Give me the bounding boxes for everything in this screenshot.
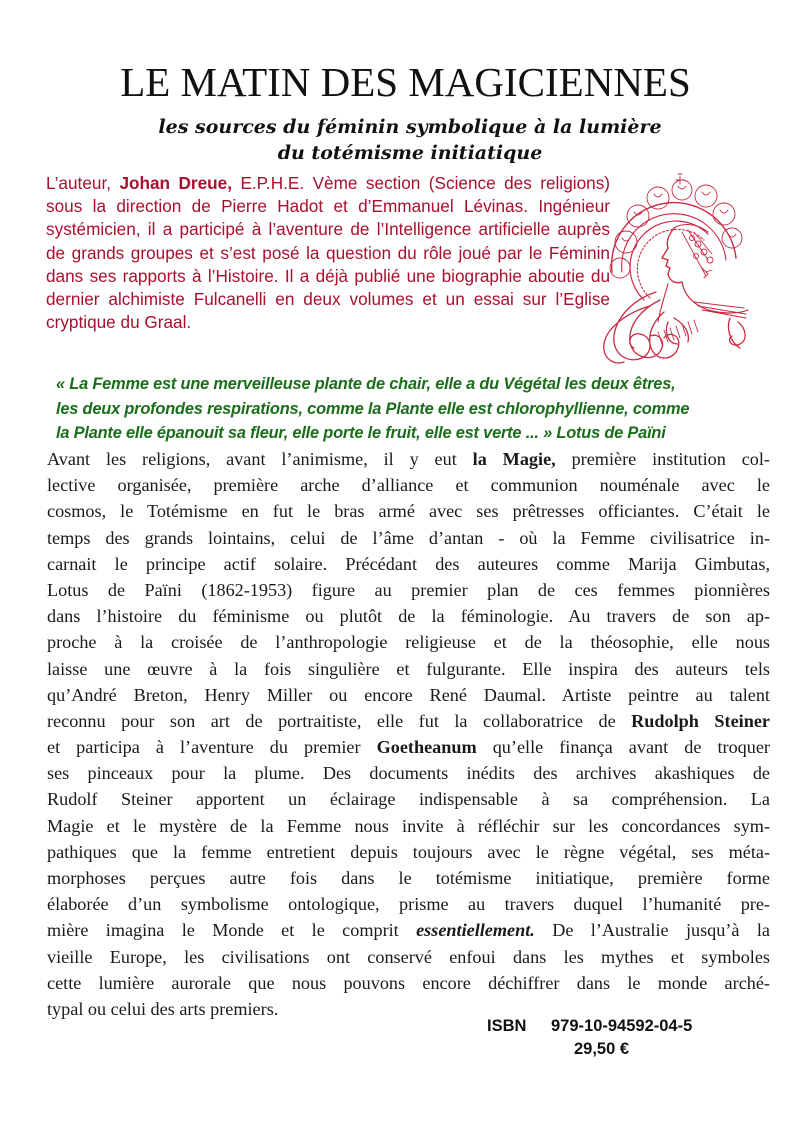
body-line: morphoses perçues autre fois dans le totémisme initiatique, première forme — [47, 868, 770, 888]
author-name: Johan Dreue, — [119, 173, 232, 193]
isbn-label: ISBN — [487, 1017, 527, 1035]
author-intro: L’auteur, — [46, 173, 120, 193]
quote-line-2: les deux profondes respirations, comme la Plante elle est chlorophyllienne, comme — [56, 399, 690, 418]
subtitle-line-1: les sources du féminin symbolique à la lumière — [158, 116, 662, 138]
body-line — [47, 917, 770, 943]
body-text-span: première institution col- — [555, 449, 770, 469]
body-line: ses pinceaux pour la plume. Des documents inédits des archives akashiques de — [47, 763, 770, 784]
body-line: typal ou celui des arts premiers. — [47, 998, 279, 1019]
body-text — [47, 446, 770, 1022]
body-text-span: mière imagina le Monde et le comprit — [47, 920, 417, 941]
art-nouveau-woman-zodiac-illustration-icon — [598, 172, 750, 368]
body-line — [47, 446, 770, 472]
body-text-span: reconnu pour son art de portraitiste, elle fut la collaboratrice de — [47, 710, 632, 731]
body-line: dans l’histoire du féminisme ou plutôt de la féminologie. Au travers de son ap- — [47, 606, 770, 627]
body-text-span: et participa à l’aventure du premier — [47, 737, 377, 758]
body-line: pathiques que la femme entretient depuis toujours avec le règne végétal, ses méta- — [47, 841, 770, 862]
body-text-span: Avant les religions, avant l’animisme, il y eut — [47, 449, 473, 469]
author-bio — [46, 172, 610, 334]
emphasis-goetheanum: Goetheanum — [376, 737, 477, 758]
body-line: laisse une œuvre à la fois singulière et fulgurante. Elle inspira des auteurs tels — [47, 658, 770, 679]
subtitle-line-2: du totémisme initiatique — [277, 142, 543, 164]
body-line: élaborée d’un symbolisme ontologique, prisme au travers duquel l’humanité pre- — [47, 894, 770, 915]
emphasis-la-magie: la Magie, — [472, 449, 556, 469]
body-line: lective organisée, première arche d’alliance et communion nouménale avec le — [47, 475, 770, 496]
quote-line-3: la Plante elle épanouit sa fleur, elle porte le fruit, elle est verte ... » Lotus de Païni — [56, 424, 666, 443]
emphasis-essentiellement: essentiellement. — [416, 920, 535, 941]
emphasis-rudolph-steiner: Rudolph Steiner — [631, 710, 770, 731]
body-line: vieille Europe, les civilisations ont conservé enfoui dans les mythes et symboles — [47, 946, 770, 967]
body-line: cette lumière aurorale que nous pouvons encore déchiffrer dans le monde arché- — [47, 972, 770, 993]
body-line — [47, 734, 770, 760]
price: 29,50 € — [574, 1040, 630, 1058]
body-text-span: qu’elle finança avant de troquer — [476, 737, 770, 758]
author-bio-text: E.P.H.E. Vème section (Science des religions) sous la direction de Pierre Hadot et d’Emmanuel Lévinas. Ingénieur systémicien, il a participé à l’aventure de l’Intelligence artificielle auprès de grands groupes et s’est posé la question du rôle joué par le Féminin dans ses rapports à l’Histoire. Il a déjà publié une biographie aboutie du dernier alchimiste Fulcanelli en deux volumes et un essai sur l’Eglise cryptique du Graal. — [46, 173, 611, 333]
green-quote — [56, 372, 776, 446]
body-line: Rudolf Steiner apportent un éclairage indispensable à sa compréhension. La — [47, 789, 770, 810]
book-subtitle — [90, 114, 730, 166]
body-line: Lotus de Païni (1862-1953) figure au premier plan de ces femmes pionnières — [47, 579, 770, 600]
body-line: Magie et le mystère de la Femme nous invite à réfléchir sur les concordances sym- — [47, 815, 770, 836]
body-line: qu’André Breton, Henry Miller ou encore René Daumal. Artiste peintre au talent — [47, 684, 770, 705]
body-line: carnait le principe actif solaire. Précédant des auteures comme Marija Gimbutas, — [47, 553, 770, 574]
body-line: proche à la croisée de l’anthropologie religieuse et de la théosophie, elle nous — [47, 632, 770, 653]
quote-line-1: « La Femme est une merveilleuse plante de chair, elle a du Végétal les deux êtres, — [56, 375, 676, 393]
body-text-span: De l’Australie jusqu’à la — [534, 920, 770, 941]
isbn-value: 979-10-94592-04-5 — [551, 1017, 693, 1035]
isbn-block — [487, 1015, 767, 1061]
body-line — [47, 708, 770, 734]
body-line: cosmos, le Totémisme en fut le bras armé avec ses prêtresses officiantes. C’était le — [47, 501, 770, 522]
body-line: temps des grands lointains, celui de l’âme d’antan - où la Femme civilisatrice in- — [47, 527, 770, 548]
book-title: LE MATIN DES MAGICIENNES — [120, 59, 691, 105]
isbn-row — [487, 1015, 767, 1038]
